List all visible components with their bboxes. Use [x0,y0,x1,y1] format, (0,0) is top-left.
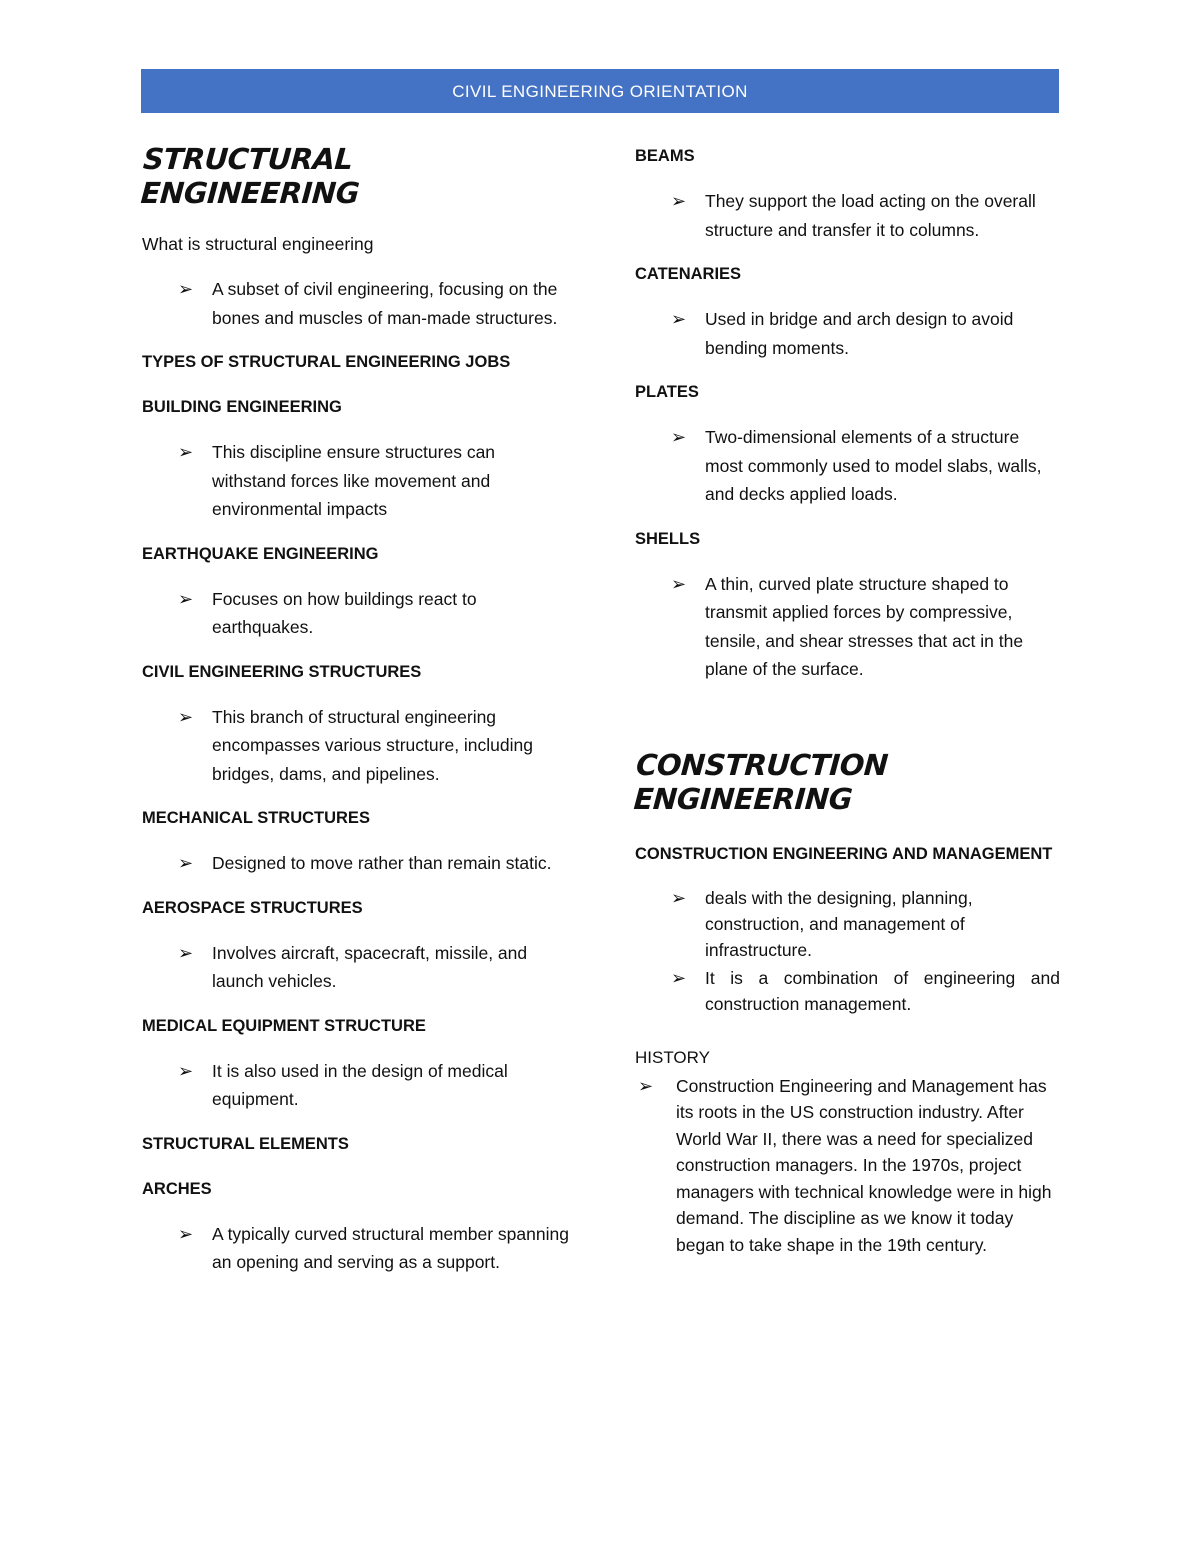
section-heading: PLATES [635,383,699,401]
subtitle-question: What is structural engineering [142,234,374,254]
bullet-text: deals with the designing, planning, construction, and management of infrastructure. [705,887,973,960]
section-heading: BEAMS [635,147,695,165]
bullet-item [635,885,1060,963]
arrowhead-bullet-icon: ➢ [178,1223,194,1244]
section-heading: MECHANICAL STRUCTURES [142,809,370,827]
bullet-text: Designed to move rather than remain static. [212,853,552,873]
bullet-text: It is a combination of engineering and construction management. [705,967,1060,1014]
bullet-text: A typically curved structural member spanning an opening and serving as a support. [212,1223,569,1272]
bullet-item [142,703,572,789]
section-heading: ARCHES [142,1179,212,1198]
bullet-text: This branch of structural engineering encompasses various structure, including bridges, dams, and pipelines. [212,706,533,784]
section-heading: CONSTRUCTION ENGINEERING AND MANAGEMENT [635,844,1053,863]
arrowhead-bullet-icon: ➢ [671,573,687,594]
bullet-item [635,570,1060,684]
arrowhead-bullet-icon: ➢ [178,853,194,873]
history-label: HISTORY [635,1047,710,1067]
bullet-text: A thin, curved plate structure shaped to transmit applied forces by compressive, tensile, and shear stresses that act in the plane of the surface. [705,573,1024,679]
bullet-item [142,275,572,332]
arrowhead-bullet-icon: ➢ [178,942,194,963]
section-heading: SHELLS [635,529,701,548]
arrowhead-bullet-icon: ➢ [671,309,687,329]
bullet-text: Two-dimensional elements of a structure most commonly used to model slabs, walls, and decks applied loads. [705,427,1042,504]
right-column [632,142,1060,1274]
arrowhead-bullet-icon: ➢ [671,191,687,211]
arrowhead-bullet-icon: ➢ [178,588,194,609]
arrowhead-bullet-icon: ➢ [178,1060,194,1081]
bullet-text: Focuses on how buildings react to earthquakes. [212,588,477,637]
bullet-item [142,1057,572,1114]
section-heading: TYPES OF STRUCTURAL ENGINEERING JOBS [142,353,511,371]
section-heading: MEDICAL EQUIPMENT STRUCTURE [142,1016,426,1035]
arrowhead-bullet-icon: ➢ [671,967,687,988]
bullet-item [635,1073,1060,1259]
arrowhead-bullet-icon: ➢ [178,442,194,462]
section-heading: CATENARIES [635,265,742,283]
arrowhead-bullet-icon: ➢ [178,706,194,727]
section-heading: BUILDING ENGINEERING [142,398,342,416]
bullet-text: Involves aircraft, spacecraft, missile, and launch vehicles. [212,942,528,991]
construction-engineering-title: CONSTRUCTION ENGINEERING [632,747,889,816]
bullet-item [635,423,1060,509]
section-heading: EARTHQUAKE ENGINEERING [142,544,379,563]
section-heading: STRUCTURAL ELEMENTS [142,1134,349,1153]
arrowhead-bullet-icon: ➢ [671,887,687,908]
bullet-text: They support the load acting on the overall structure and transfer it to columns. [705,191,1036,240]
bullet-text: A subset of civil engineering, focusing on the bones and muscles of man-made structures. [212,279,558,328]
bullet-text: This discipline ensure structures can withstand forces like movement and environmental impacts [212,442,496,519]
section-heading: AEROSPACE STRUCTURES [142,898,363,917]
bullet-item [635,305,1060,362]
arrowhead-bullet-icon: ➢ [178,279,194,299]
arrowhead-bullet-icon: ➢ [638,1075,654,1096]
bullet-item [635,187,1060,244]
structural-engineering-title: STRUCTURAL ENGINEERING [139,142,361,210]
bullet-item [142,438,572,524]
bullet-item [142,939,572,996]
document-header: CIVIL ENGINEERING ORIENTATION [141,69,1059,113]
bullet-text: It is also used in the design of medical equipment. [212,1060,508,1109]
left-column [139,142,572,1293]
bullet-item [635,965,1060,1017]
bullet-text: Construction Engineering and Management has its roots in the US construction industry. After World War II, there was a need for specialized construction managers. In the 1970s, project managers with technical knowledge were in high demand. The discipline as we know it today began to take shape in the 19th century. [676,1075,1052,1255]
section-heading: CIVIL ENGINEERING STRUCTURES [142,662,422,681]
bullet-item [142,585,572,642]
arrowhead-bullet-icon: ➢ [671,427,687,447]
bullet-item [142,849,572,878]
bullet-text: Used in bridge and arch design to avoid bending moments. [705,309,1014,358]
bullet-item [142,1220,572,1277]
